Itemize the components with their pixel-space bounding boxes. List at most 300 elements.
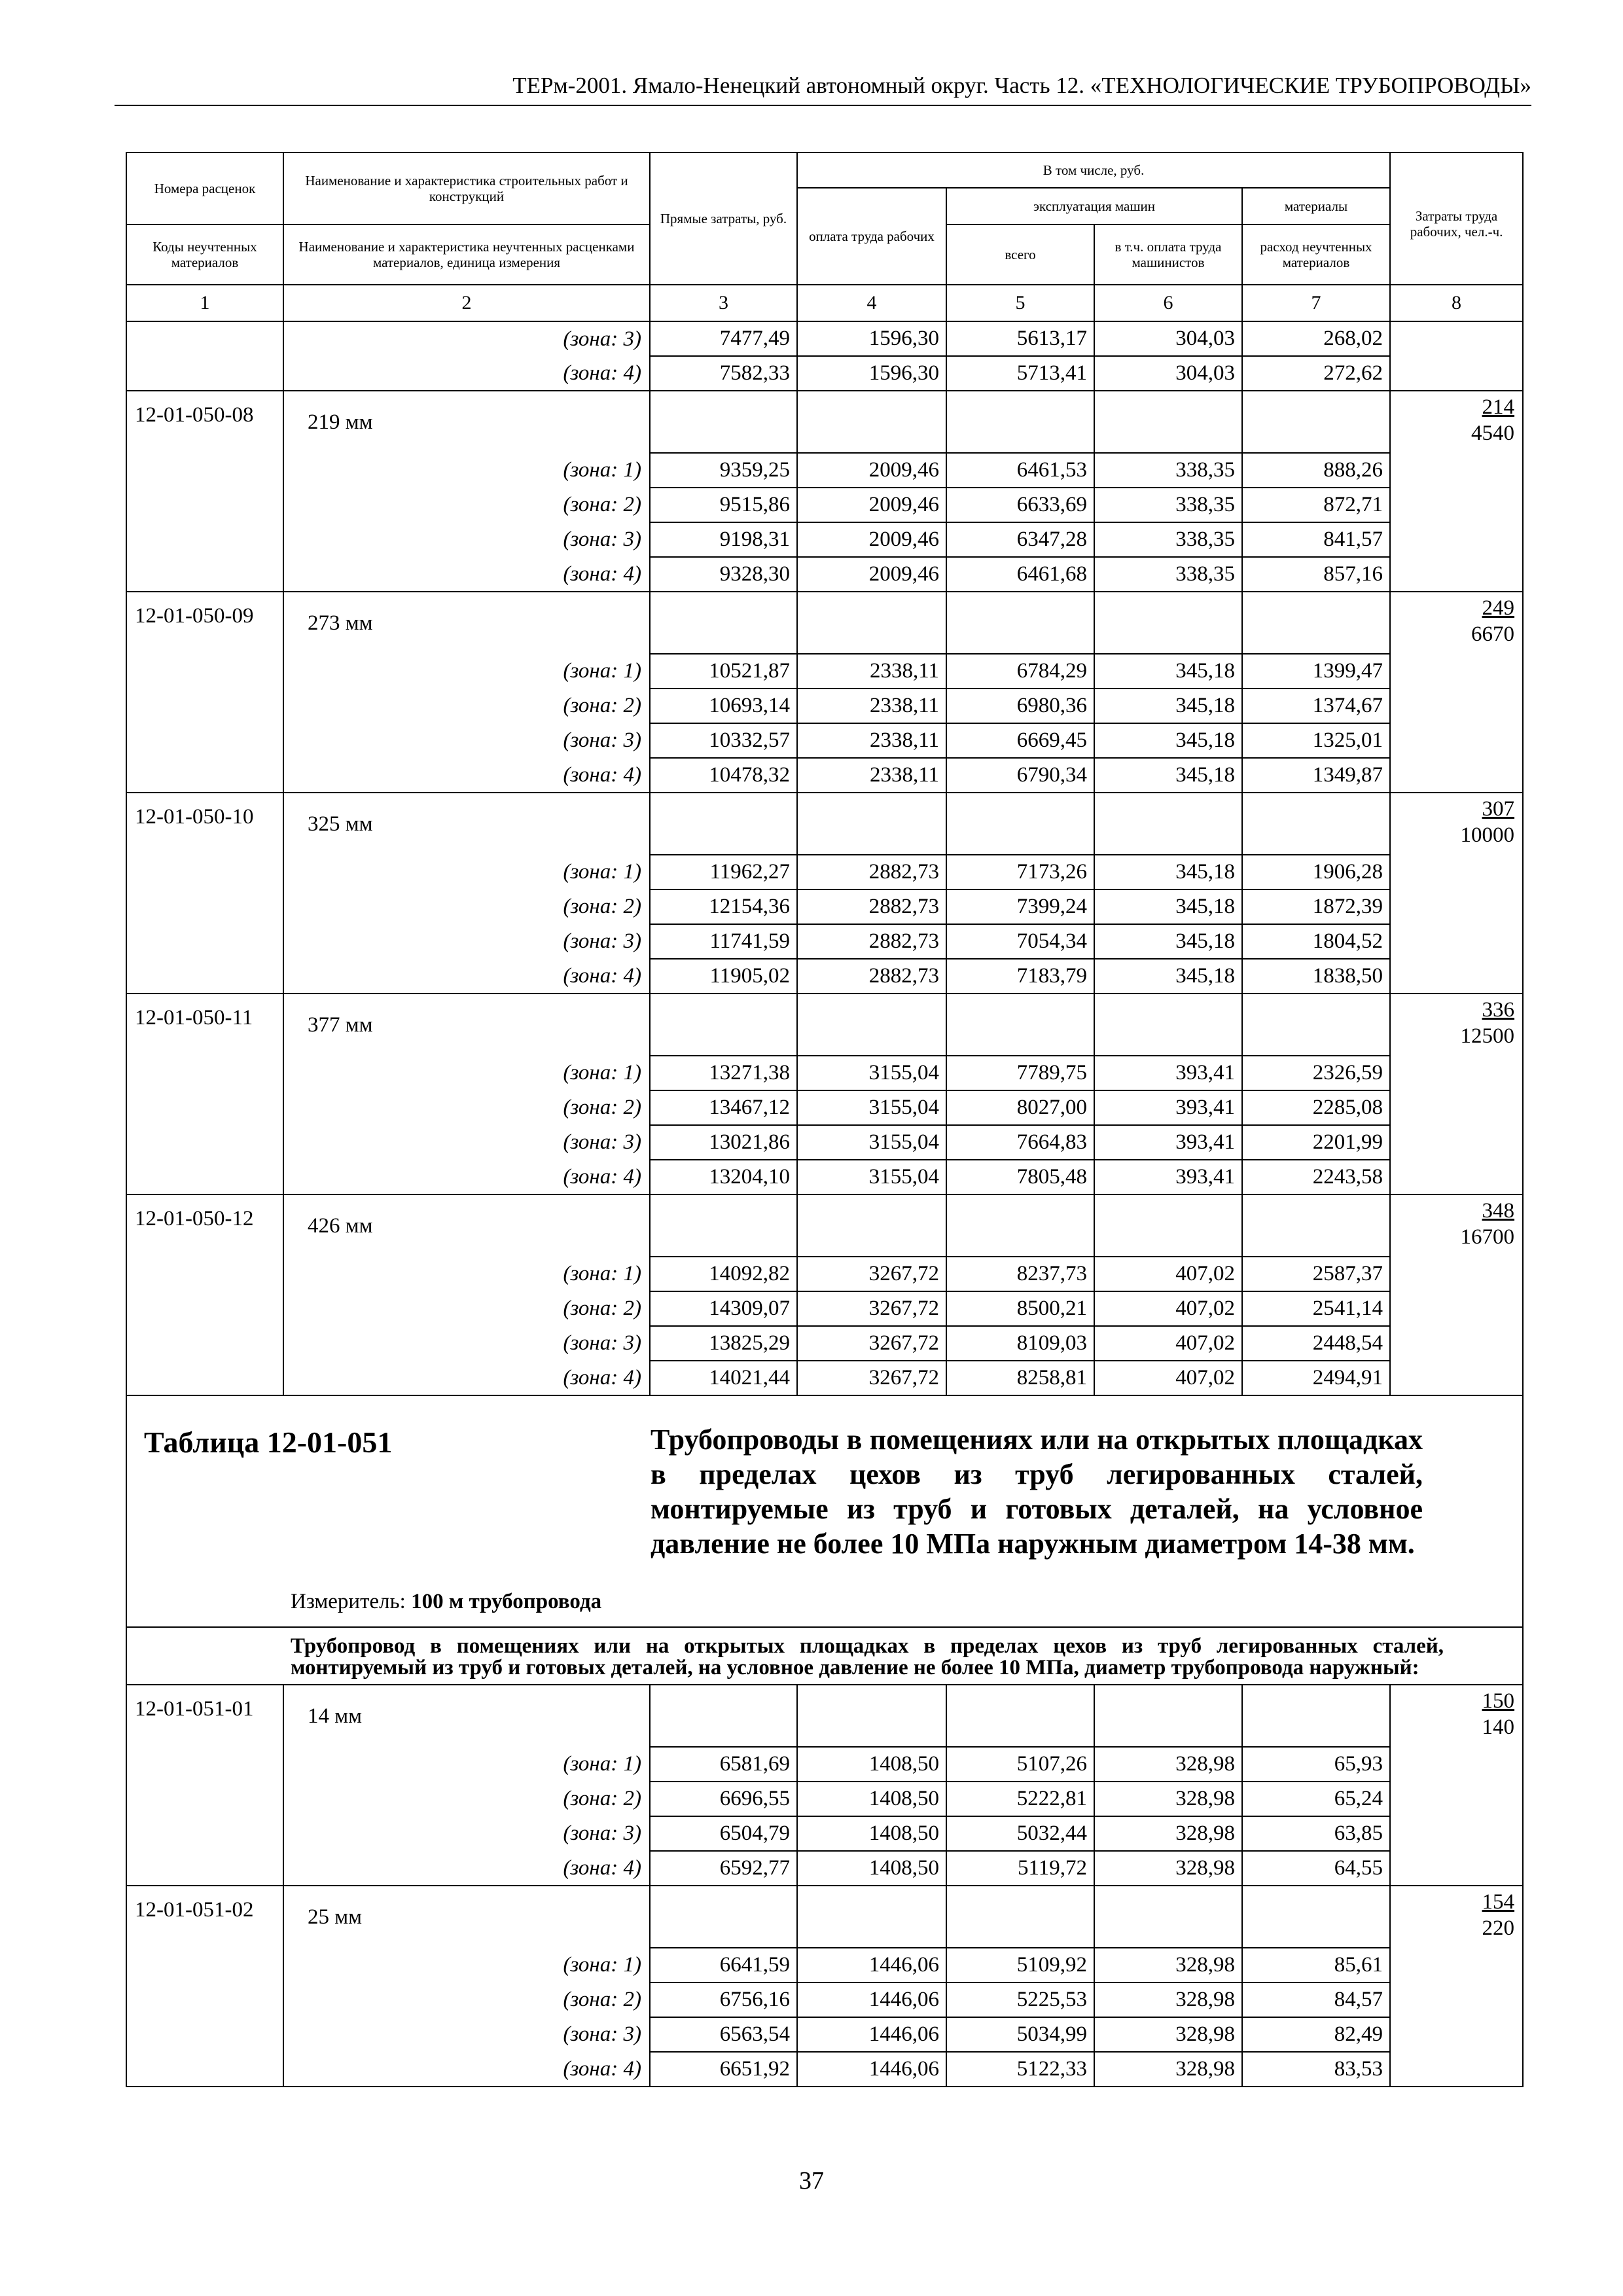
labor-empty	[1390, 1090, 1523, 1125]
value-cell-empty	[946, 592, 1094, 654]
value-cell: 7183,79	[946, 959, 1094, 994]
value-cell-empty	[1094, 1194, 1242, 1257]
value-cell: 1596,30	[797, 321, 946, 356]
value-cell: 5613,17	[946, 321, 1094, 356]
rate-code-empty	[126, 654, 283, 689]
incl-header: В том числе, руб.	[797, 152, 1390, 188]
section-description: Трубопровод в помещениях или на открытых площадках в пределах цехов из труб легированных сталей, монтируемый из труб и готовых деталей, на условное давление не более 10 МПа, диаметр трубопровода наружный:	[126, 1627, 1523, 1685]
value-cell: 14309,07	[650, 1291, 797, 1326]
labor-empty	[1390, 1257, 1523, 1291]
value-cell: 65,93	[1242, 1747, 1390, 1782]
value-cell: 9198,31	[650, 522, 797, 557]
col5-header: всего	[946, 224, 1094, 285]
value-cell: 407,02	[1094, 1326, 1242, 1361]
value-cell-empty	[1094, 391, 1242, 453]
zone-label: (зона: 3)	[283, 522, 650, 557]
value-cell: 3267,72	[797, 1326, 946, 1361]
rate-code-empty	[126, 2017, 283, 2052]
value-cell: 13021,86	[650, 1125, 797, 1160]
value-cell: 3155,04	[797, 1090, 946, 1125]
zone-label: (зона: 3)	[283, 1816, 650, 1851]
value-cell: 7477,49	[650, 321, 797, 356]
labor-empty	[1390, 689, 1523, 723]
labor-empty	[1390, 889, 1523, 924]
value-cell-empty	[797, 391, 946, 453]
section-description-row	[126, 1627, 1523, 1685]
value-cell: 3267,72	[797, 1291, 946, 1326]
item-name: 14 мм	[283, 1685, 650, 1747]
value-cell: 2285,08	[1242, 1090, 1390, 1125]
value-cell: 3155,04	[797, 1056, 946, 1090]
zone-row	[126, 654, 1523, 689]
value-cell: 6563,54	[650, 2017, 797, 2052]
value-cell-empty	[797, 793, 946, 855]
value-cell: 1906,28	[1242, 855, 1390, 889]
value-cell: 1596,30	[797, 356, 946, 391]
labor-empty	[1390, 1851, 1523, 1886]
value-cell: 10521,87	[650, 654, 797, 689]
machines-header: эксплуатация машин	[946, 188, 1242, 224]
equipment-mass: 220	[1482, 1916, 1515, 1940]
value-cell: 6784,29	[946, 654, 1094, 689]
labor-empty	[1390, 1125, 1523, 1160]
rate-row	[126, 592, 1523, 654]
zone-row	[126, 689, 1523, 723]
value-cell: 11905,02	[650, 959, 797, 994]
col-number: 1	[126, 285, 283, 321]
value-cell: 7399,24	[946, 889, 1094, 924]
rate-code-empty	[126, 1257, 283, 1291]
zone-row	[126, 1090, 1523, 1125]
value-cell: 14021,44	[650, 1361, 797, 1395]
value-cell: 10332,57	[650, 723, 797, 758]
zone-row	[126, 557, 1523, 592]
rate-code-empty	[126, 1090, 283, 1125]
rate-code-empty	[126, 356, 283, 391]
rate-code-empty	[126, 1160, 283, 1194]
zone-label: (зона: 4)	[283, 1160, 650, 1194]
rate-row	[126, 793, 1523, 855]
value-cell: 2338,11	[797, 689, 946, 723]
zone-row	[126, 2052, 1523, 2087]
rate-code-empty	[126, 1326, 283, 1361]
rate-code-empty	[126, 1816, 283, 1851]
labor-mass-ratio	[1390, 1886, 1523, 1948]
equipment-mass: 10000	[1460, 823, 1515, 847]
col-number: 7	[1242, 285, 1390, 321]
value-cell: 393,41	[1094, 1090, 1242, 1125]
col6-header: в т.ч. оплата труда машинистов	[1094, 224, 1242, 285]
section-title-row	[126, 1395, 1523, 1627]
value-cell: 84,57	[1242, 1982, 1390, 2017]
value-cell: 345,18	[1094, 855, 1242, 889]
labor-cost: 154	[1482, 1890, 1515, 1914]
value-cell-empty	[650, 592, 797, 654]
col-number: 5	[946, 285, 1094, 321]
labor-empty	[1390, 1326, 1523, 1361]
zone-row	[126, 522, 1523, 557]
value-cell: 8258,81	[946, 1361, 1094, 1395]
value-cell: 1408,50	[797, 1782, 946, 1816]
zone-label: (зона: 1)	[283, 1257, 650, 1291]
zone-row	[126, 924, 1523, 959]
value-cell: 1804,52	[1242, 924, 1390, 959]
value-cell: 345,18	[1094, 889, 1242, 924]
rate-code: 12-01-050-09	[126, 592, 283, 654]
value-cell: 10693,14	[650, 689, 797, 723]
labor-empty	[1390, 1982, 1523, 2017]
zone-row	[126, 1326, 1523, 1361]
value-cell: 2882,73	[797, 959, 946, 994]
value-cell: 6347,28	[946, 522, 1094, 557]
rate-code-empty	[126, 2052, 283, 2087]
equipment-mass: 140	[1482, 1715, 1515, 1739]
zone-row	[126, 959, 1523, 994]
labor-empty	[1390, 855, 1523, 889]
value-cell: 83,53	[1242, 2052, 1390, 2087]
zone-row	[126, 1982, 1523, 2017]
labor-empty	[1390, 1747, 1523, 1782]
labor-mass-ratio	[1390, 391, 1523, 453]
zone-label: (зона: 1)	[283, 654, 650, 689]
rate-row	[126, 1685, 1523, 1747]
labor-empty	[1390, 321, 1523, 356]
value-cell: 3155,04	[797, 1125, 946, 1160]
value-cell-empty	[797, 1886, 946, 1948]
value-cell: 6756,16	[650, 1982, 797, 2017]
labor-mass-ratio	[1390, 793, 1523, 855]
rate-code-empty	[126, 1291, 283, 1326]
labor-mass-ratio	[1390, 1194, 1523, 1257]
col1-header-top: Номера расценок	[126, 152, 283, 224]
table-label: Таблица 12-01-051	[144, 1426, 393, 1459]
labor-mass-ratio	[1390, 592, 1523, 654]
value-cell: 338,35	[1094, 488, 1242, 522]
value-cell: 7054,34	[946, 924, 1094, 959]
value-cell: 2201,99	[1242, 1125, 1390, 1160]
value-cell: 1446,06	[797, 1982, 946, 2017]
value-cell: 338,35	[1094, 453, 1242, 488]
page-number: 37	[799, 2167, 824, 2195]
measurer	[291, 1590, 601, 1614]
zone-label: (зона: 1)	[283, 855, 650, 889]
value-cell-empty	[650, 1685, 797, 1747]
value-cell: 2009,46	[797, 488, 946, 522]
value-cell-empty	[946, 1194, 1094, 1257]
labor-cost: 214	[1482, 395, 1515, 419]
rate-code-empty	[126, 1782, 283, 1816]
value-cell: 345,18	[1094, 723, 1242, 758]
value-cell: 13271,38	[650, 1056, 797, 1090]
header-rule	[115, 105, 1531, 106]
col2-header-top: Наименование и характеристика строительных работ и конструкций	[283, 152, 650, 224]
value-cell: 9515,86	[650, 488, 797, 522]
value-cell: 888,26	[1242, 453, 1390, 488]
rate-code-empty	[126, 453, 283, 488]
value-cell: 393,41	[1094, 1125, 1242, 1160]
value-cell-empty	[1094, 592, 1242, 654]
value-cell: 2338,11	[797, 758, 946, 793]
labor-empty	[1390, 2017, 1523, 2052]
rate-code-empty	[126, 855, 283, 889]
value-cell: 345,18	[1094, 758, 1242, 793]
zone-row	[126, 889, 1523, 924]
equipment-mass: 16700	[1460, 1225, 1515, 1249]
zone-label: (зона: 2)	[283, 1982, 650, 2017]
zone-row	[126, 453, 1523, 488]
rate-code-empty	[126, 889, 283, 924]
rate-row	[126, 391, 1523, 453]
rate-code: 12-01-050-08	[126, 391, 283, 453]
rate-code-empty	[126, 321, 283, 356]
rate-code-empty	[126, 959, 283, 994]
rate-code-empty	[126, 1982, 283, 2017]
measurer-value: 100 м трубопровода	[411, 1590, 602, 1613]
value-cell: 3267,72	[797, 1257, 946, 1291]
zone-row	[126, 1125, 1523, 1160]
rate-code-empty	[126, 1747, 283, 1782]
zone-label: (зона: 1)	[283, 1747, 650, 1782]
value-cell: 393,41	[1094, 1056, 1242, 1090]
value-cell: 85,61	[1242, 1948, 1390, 1982]
zone-row	[126, 1056, 1523, 1090]
col8-header-top: Затраты труда рабочих, чел.-ч.	[1410, 208, 1503, 240]
value-cell: 8237,73	[946, 1257, 1094, 1291]
value-cell-empty	[1094, 1886, 1242, 1948]
value-cell: 272,62	[1242, 356, 1390, 391]
labor-empty	[1390, 557, 1523, 592]
zone-label: (зона: 2)	[283, 689, 650, 723]
value-cell: 328,98	[1094, 1816, 1242, 1851]
value-cell: 2009,46	[797, 522, 946, 557]
value-cell-empty	[650, 1194, 797, 1257]
item-name: 219 мм	[283, 391, 650, 453]
value-cell: 328,98	[1094, 1747, 1242, 1782]
zone-label: (зона: 4)	[283, 1851, 650, 1886]
value-cell-empty	[797, 994, 946, 1056]
col-number: 6	[1094, 285, 1242, 321]
labor-mass-ratio	[1390, 1685, 1523, 1747]
value-cell: 6651,92	[650, 2052, 797, 2087]
value-cell: 328,98	[1094, 2017, 1242, 2052]
rate-code-empty	[126, 689, 283, 723]
measurer-label: Измеритель:	[291, 1590, 406, 1613]
zone-row	[126, 1782, 1523, 1816]
value-cell: 2882,73	[797, 924, 946, 959]
zone-label: (зона: 3)	[283, 1326, 650, 1361]
labor-empty	[1390, 1816, 1523, 1851]
zone-label: (зона: 2)	[283, 1090, 650, 1125]
value-cell: 328,98	[1094, 2052, 1242, 2087]
zone-label: (зона: 2)	[283, 1291, 650, 1326]
value-cell: 13204,10	[650, 1160, 797, 1194]
zone-label: (зона: 4)	[283, 1361, 650, 1395]
zone-label: (зона: 1)	[283, 1948, 650, 1982]
labor-empty	[1390, 522, 1523, 557]
value-cell: 338,35	[1094, 522, 1242, 557]
value-cell: 5222,81	[946, 1782, 1094, 1816]
rate-code: 12-01-050-11	[126, 994, 283, 1056]
labor-empty	[1390, 1291, 1523, 1326]
value-cell: 7789,75	[946, 1056, 1094, 1090]
col-number: 3	[650, 285, 797, 321]
value-cell: 12154,36	[650, 889, 797, 924]
value-cell: 1349,87	[1242, 758, 1390, 793]
value-cell: 7173,26	[946, 855, 1094, 889]
item-name: 377 мм	[283, 994, 650, 1056]
zone-label: (зона: 3)	[283, 924, 650, 959]
zone-label: (зона: 4)	[283, 557, 650, 592]
rate-code-empty	[126, 1361, 283, 1395]
value-cell: 82,49	[1242, 2017, 1390, 2052]
labor-cost: 150	[1482, 1689, 1515, 1713]
item-name: 25 мм	[283, 1886, 650, 1948]
col4-header: оплата труда рабочих	[797, 188, 946, 285]
zone-row	[126, 1361, 1523, 1395]
value-cell: 9328,30	[650, 557, 797, 592]
value-cell-empty	[946, 1685, 1094, 1747]
value-cell: 1446,06	[797, 2017, 946, 2052]
value-cell: 10478,32	[650, 758, 797, 793]
value-cell: 1838,50	[1242, 959, 1390, 994]
table-title: Трубопроводы в помещениях или на открытых площадках в пределах цехов из труб легированных сталей, монтируемые из труб и готовых деталей, на условное давление не более 10 МПа наружным диаметром 14-38 мм.	[651, 1424, 1423, 1560]
zone-label: (зона: 2)	[283, 488, 650, 522]
value-cell: 304,03	[1094, 356, 1242, 391]
value-cell: 2494,91	[1242, 1361, 1390, 1395]
value-cell: 7582,33	[650, 356, 797, 391]
value-cell-empty	[1242, 1886, 1390, 1948]
value-cell: 6980,36	[946, 689, 1094, 723]
value-cell-empty	[1094, 994, 1242, 1056]
labor-cost: 348	[1482, 1199, 1515, 1223]
materials-header: материалы	[1242, 188, 1390, 224]
labor-empty	[1390, 453, 1523, 488]
value-cell: 328,98	[1094, 1782, 1242, 1816]
value-cell: 1408,50	[797, 1816, 946, 1851]
value-cell-empty	[650, 1886, 797, 1948]
labor-empty	[1390, 924, 1523, 959]
value-cell: 5122,33	[946, 2052, 1094, 2087]
labor-empty	[1390, 959, 1523, 994]
rate-code-empty	[126, 723, 283, 758]
equipment-mass: 12500	[1460, 1024, 1515, 1048]
value-cell: 11962,27	[650, 855, 797, 889]
value-cell: 5713,41	[946, 356, 1094, 391]
zone-row	[126, 855, 1523, 889]
value-cell: 393,41	[1094, 1160, 1242, 1194]
col2-header-bottom: Наименование и характеристика неучтенных расценками материалов, единица измерения	[283, 224, 650, 285]
labor-empty	[1390, 488, 1523, 522]
rate-code-empty	[126, 1948, 283, 1982]
zone-label: (зона: 1)	[283, 1056, 650, 1090]
value-cell: 2338,11	[797, 654, 946, 689]
zone-row	[126, 1948, 1523, 1982]
value-cell: 5109,92	[946, 1948, 1094, 1982]
col1-header-bottom: Коды неучтенных материалов	[126, 224, 283, 285]
zone-label: (зона: 3)	[283, 1125, 650, 1160]
zone-label: (зона: 4)	[283, 758, 650, 793]
value-cell-empty	[946, 1886, 1094, 1948]
zone-label: (зона: 1)	[283, 453, 650, 488]
value-cell-empty	[1242, 1194, 1390, 1257]
value-cell-empty	[650, 994, 797, 1056]
value-cell: 5032,44	[946, 1816, 1094, 1851]
value-cell: 1872,39	[1242, 889, 1390, 924]
rate-row	[126, 1886, 1523, 1948]
rate-code: 12-01-051-02	[126, 1886, 283, 1948]
value-cell-empty	[1242, 592, 1390, 654]
value-cell: 6669,45	[946, 723, 1094, 758]
item-name: 426 мм	[283, 1194, 650, 1257]
labor-empty	[1390, 2052, 1523, 2087]
labor-empty	[1390, 1056, 1523, 1090]
value-cell-empty	[797, 1194, 946, 1257]
value-cell-empty	[797, 1685, 946, 1747]
rate-code-empty	[126, 1056, 283, 1090]
value-cell: 2009,46	[797, 453, 946, 488]
table-body	[126, 152, 1523, 2087]
rate-code-empty	[126, 1125, 283, 1160]
value-cell: 345,18	[1094, 689, 1242, 723]
value-cell: 2338,11	[797, 723, 946, 758]
labor-cost: 249	[1482, 596, 1515, 620]
rate-code: 12-01-050-12	[126, 1194, 283, 1257]
value-cell: 5034,99	[946, 2017, 1094, 2052]
zone-row	[126, 1160, 1523, 1194]
labor-empty	[1390, 758, 1523, 793]
value-cell: 268,02	[1242, 321, 1390, 356]
zone-label: (зона: 3)	[283, 321, 650, 356]
zone-label: (зона: 4)	[283, 2052, 650, 2087]
labor-empty	[1390, 1160, 1523, 1194]
labor-cost: 307	[1482, 797, 1515, 821]
value-cell: 9359,25	[650, 453, 797, 488]
value-cell: 6641,59	[650, 1948, 797, 1982]
item-name: 325 мм	[283, 793, 650, 855]
zone-label: (зона: 2)	[283, 889, 650, 924]
value-cell: 8500,21	[946, 1291, 1094, 1326]
value-cell: 338,35	[1094, 557, 1242, 592]
value-cell: 6581,69	[650, 1747, 797, 1782]
value-cell: 5225,53	[946, 1982, 1094, 2017]
value-cell: 6504,79	[650, 1816, 797, 1851]
zone-row	[126, 1257, 1523, 1291]
value-cell-empty	[946, 994, 1094, 1056]
value-cell-empty	[1242, 391, 1390, 453]
zone-row	[126, 1816, 1523, 1851]
rate-code-empty	[126, 488, 283, 522]
zone-row	[126, 1747, 1523, 1782]
value-cell: 304,03	[1094, 321, 1242, 356]
zone-row	[126, 488, 1523, 522]
zone-row	[126, 1291, 1523, 1326]
value-cell: 8109,03	[946, 1326, 1094, 1361]
zone-label: (зона: 3)	[283, 723, 650, 758]
value-cell: 407,02	[1094, 1361, 1242, 1395]
value-cell: 63,85	[1242, 1816, 1390, 1851]
item-name: 273 мм	[283, 592, 650, 654]
value-cell: 1408,50	[797, 1747, 946, 1782]
rate-code-empty	[126, 557, 283, 592]
labor-empty	[1390, 356, 1523, 391]
labor-empty	[1390, 1782, 1523, 1816]
rate-code: 12-01-051-01	[126, 1685, 283, 1747]
col-number: 2	[283, 285, 650, 321]
section-title-cell	[126, 1395, 1523, 1627]
value-cell-empty	[1094, 793, 1242, 855]
value-cell-empty	[1242, 1685, 1390, 1747]
labor-empty	[1390, 654, 1523, 689]
